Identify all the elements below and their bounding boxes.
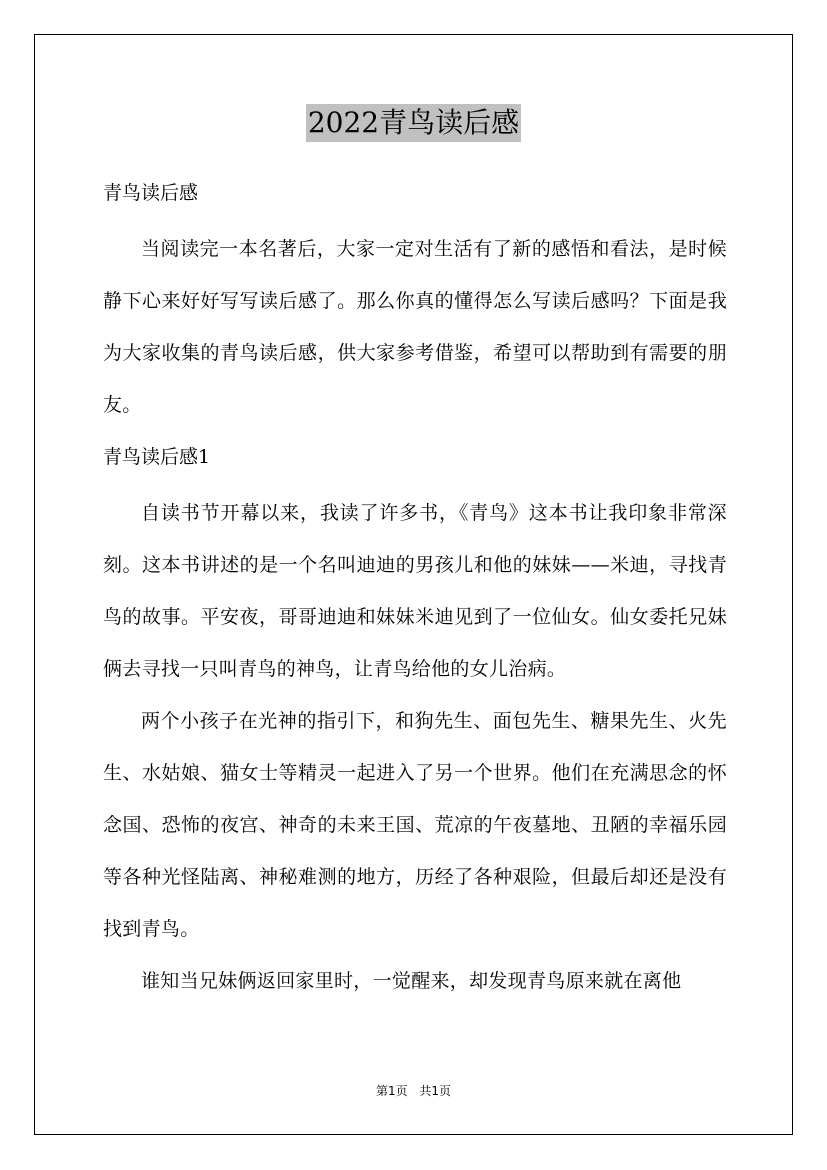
body-paragraph: 两个小孩子在光神的指引下，和狗先生、面包先生、糖果先生、火先生、水姑娘、猫女士等精灵一起进入了另一个世界。他们在充满思念的怀念国、恐怖的夜宫、神奇的未来王国、荒凉的午夜墓地、丑陋的幸福乐园等各种光怪陆离、神秘难测的地方，历经了各种艰险，但最后却还是没有找到青鸟。: [103, 710, 727, 940]
section-heading-intro: 青鸟读后感: [103, 182, 199, 204]
body-paragraph: 谁知当兄妹俩返回家里时，一觉醒来，却发现青鸟原来就在离他: [141, 970, 682, 992]
section-heading-1: 青鸟读后感1: [103, 446, 211, 468]
body-paragraph: 自读书节开幕以来，我读了许多书，《青鸟》这本书让我印象非常深刻。这本书讲述的是一个名叫迪迪的男孩儿和他的妹妹——米迪，寻找青鸟的故事。平安夜，哥哥迪迪和妹妹米迪见到了一位仙女。仙女委托兄妹俩去寻找一只叫青鸟的神鸟，让青鸟给他的女儿治病。: [103, 502, 727, 680]
title-container: [0, 104, 827, 142]
intro-paragraph: 当阅读完一本名著后，大家一定对生活有了新的感悟和看法，是时候静下心来好好写写读后感了。那么你真的懂得怎么写读后感吗？下面是我为大家收集的青鸟读后感，供大家参考借鉴，希望可以帮助到有需要的朋友。: [103, 238, 727, 416]
page-number-current: 第1页: [375, 1084, 408, 1098]
document-body: [103, 171, 727, 1007]
document-title: 2022青鸟读后感: [306, 104, 521, 142]
page-number-total: 共1页: [419, 1084, 452, 1098]
page-footer: [0, 1082, 827, 1100]
